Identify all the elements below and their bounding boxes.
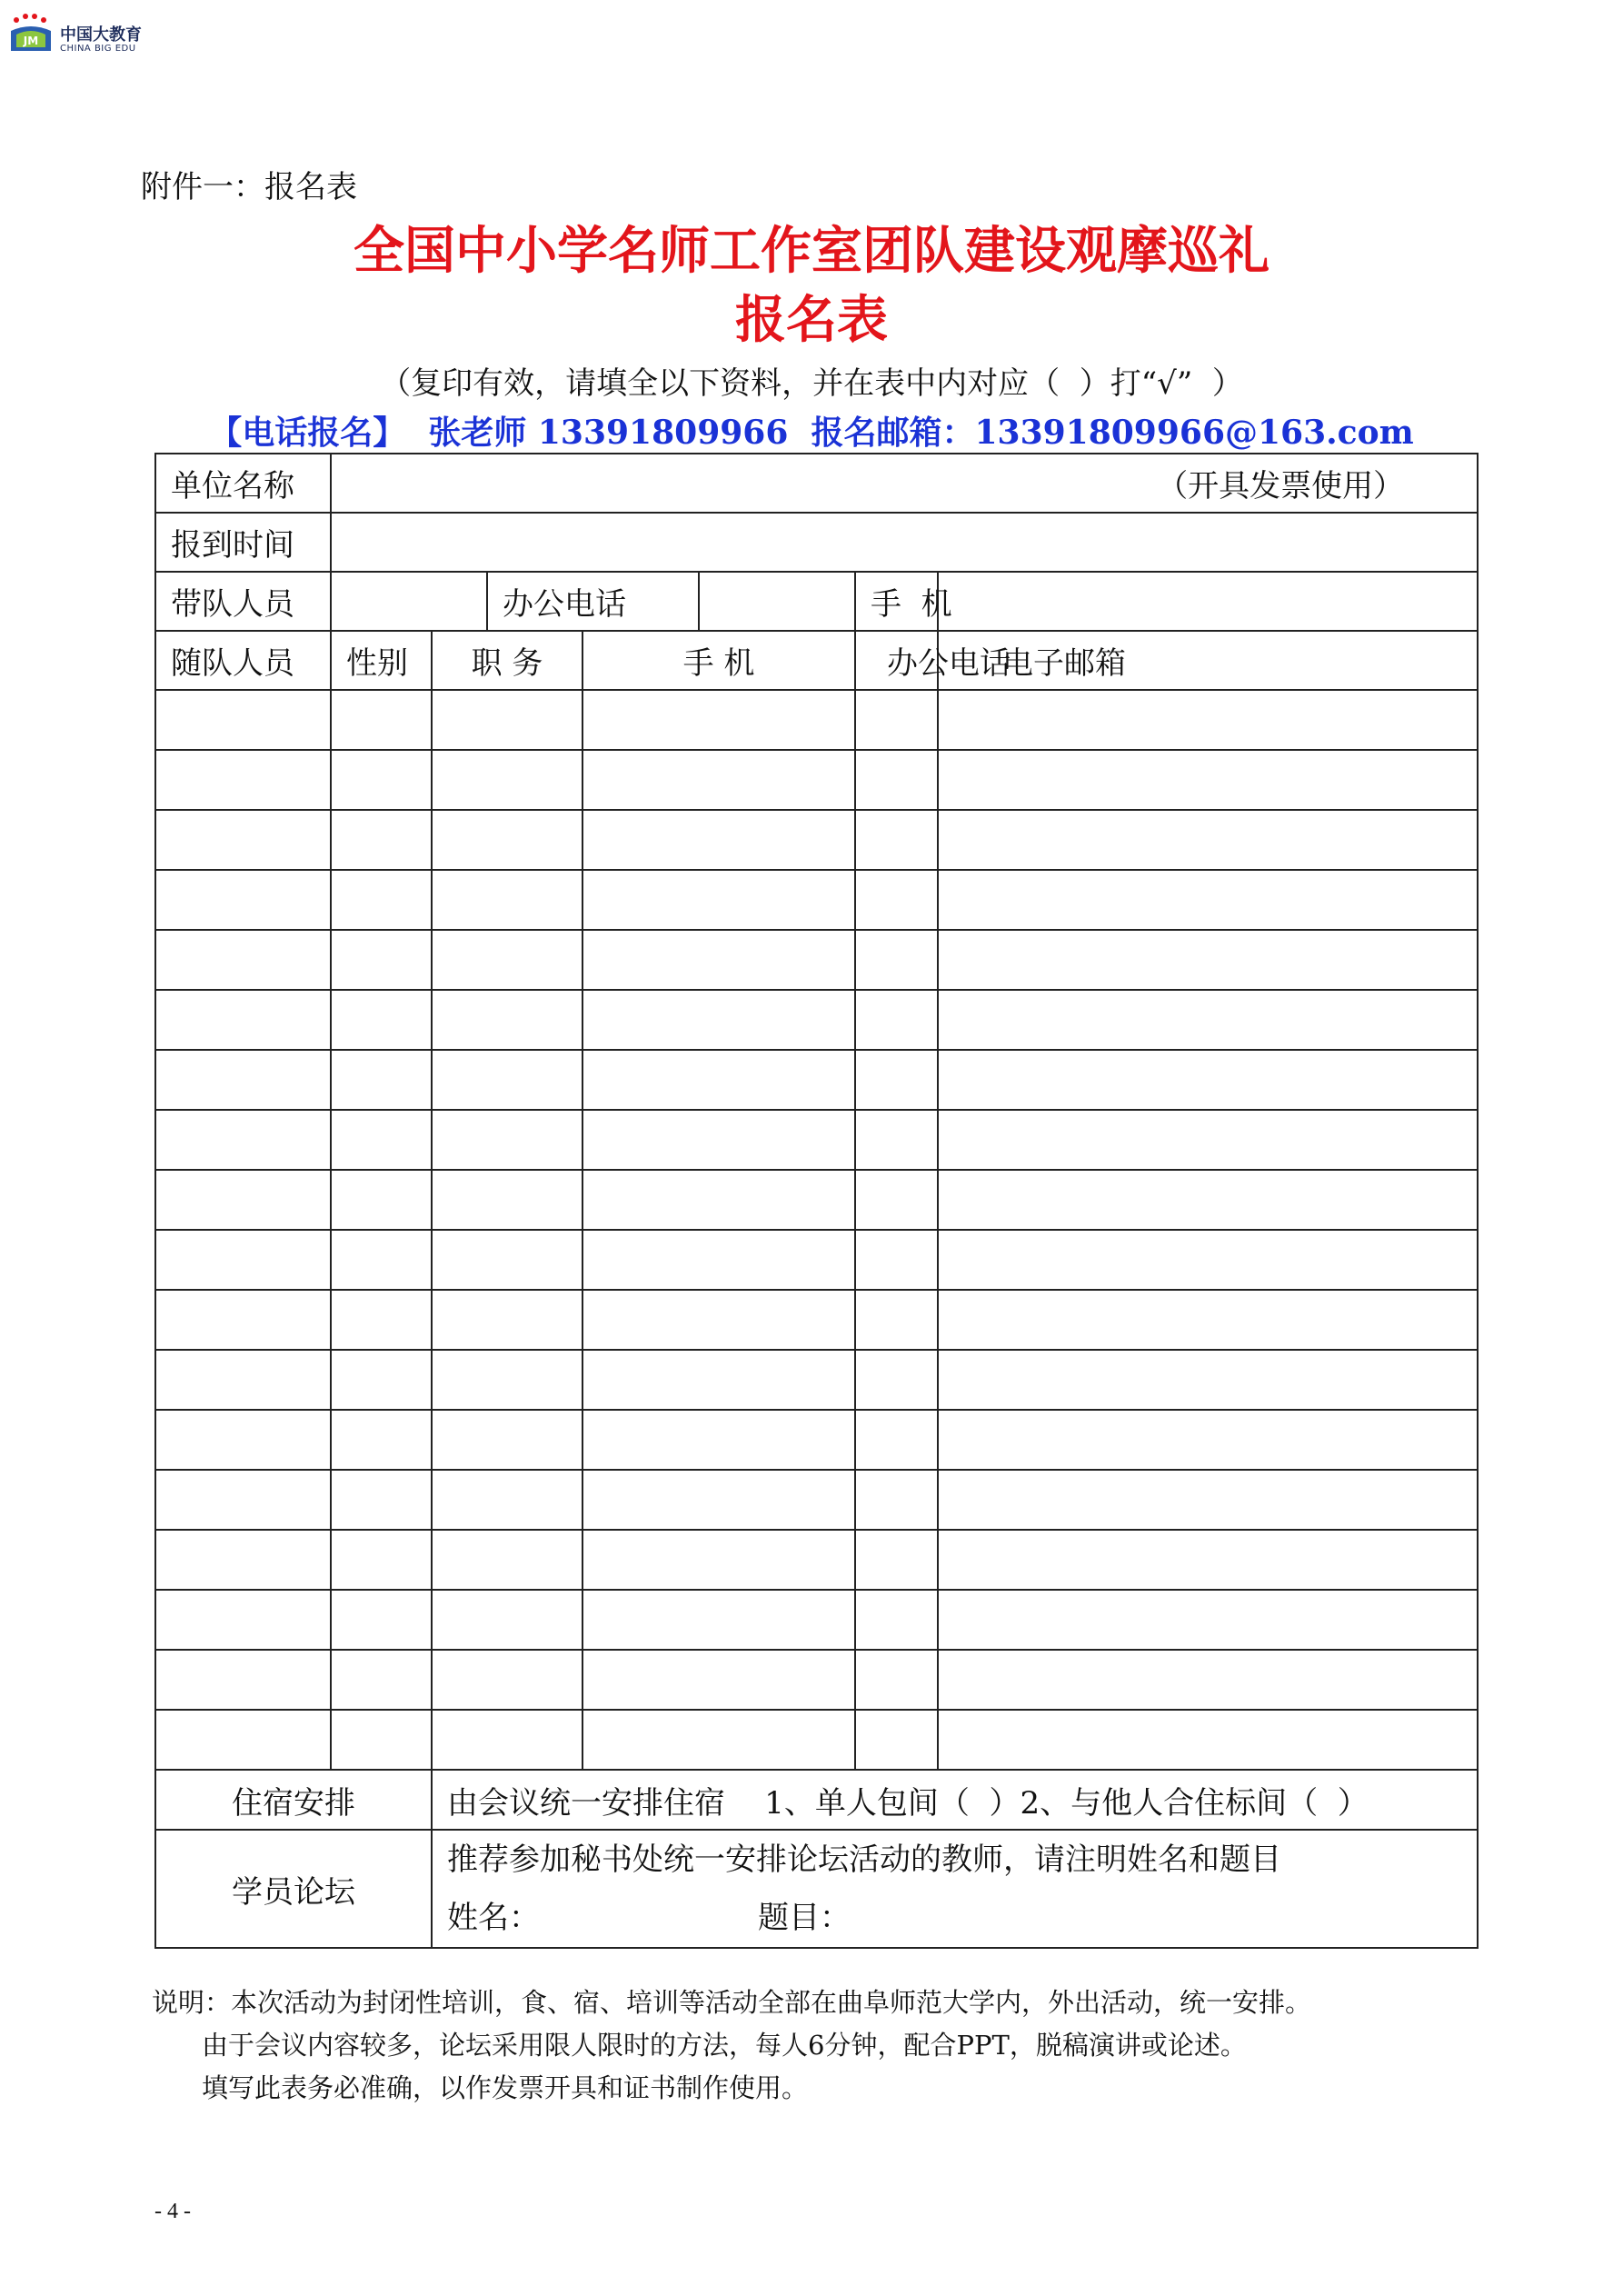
forum-name-topic [447, 1889, 1477, 1947]
table-row [155, 1470, 1478, 1530]
table-cell[interactable] [855, 870, 938, 930]
mobile-header: 手 机 [582, 631, 855, 690]
forum-instructions: 推荐参加秘书处统一安排论坛活动的教师，请注明姓名和题目 [447, 1842, 1281, 1878]
table-cell[interactable] [582, 1590, 855, 1650]
table-row [155, 1230, 1478, 1290]
logo-subname: CHINA BIG EDU [60, 44, 136, 54]
lodging-options[interactable]: 由会议统一安排住宿 1、单人包间（ ）2、与他人合住标间（ ） [432, 1770, 1478, 1830]
table-cell[interactable] [938, 1050, 1478, 1110]
table-cell[interactable] [938, 1530, 1478, 1590]
table-cell[interactable] [155, 870, 331, 930]
email-header: 电子邮箱 [938, 631, 1478, 690]
table-cell[interactable] [155, 1710, 331, 1770]
table-cell[interactable] [331, 750, 432, 810]
table-cell[interactable] [855, 1590, 938, 1650]
table-cell[interactable] [938, 1470, 1478, 1530]
table-row [155, 870, 1478, 930]
table-cell[interactable] [938, 990, 1478, 1050]
table-cell[interactable] [582, 1710, 855, 1770]
unit-field[interactable] [331, 454, 1478, 513]
table-cell[interactable] [855, 1410, 938, 1470]
table-cell[interactable] [432, 1650, 582, 1710]
table-cell[interactable] [331, 1470, 432, 1530]
table-cell[interactable] [331, 1050, 432, 1110]
table-cell[interactable] [582, 750, 855, 810]
table-cell[interactable] [855, 1350, 938, 1410]
table-cell[interactable] [582, 1230, 855, 1290]
table-cell[interactable] [582, 1410, 855, 1470]
table-cell[interactable] [582, 990, 855, 1050]
table-row [155, 990, 1478, 1050]
notes [152, 1982, 1312, 2110]
lodging-row [155, 1770, 1478, 1830]
leader-row [155, 572, 1478, 631]
table-cell[interactable] [938, 1590, 1478, 1650]
table-cell[interactable] [331, 870, 432, 930]
table-cell[interactable] [155, 750, 331, 810]
table-cell[interactable] [432, 750, 582, 810]
table-row [155, 1110, 1478, 1170]
table-cell[interactable] [432, 1170, 582, 1230]
table-cell[interactable] [938, 810, 1478, 870]
table-row [155, 690, 1478, 750]
table-cell[interactable] [582, 1290, 855, 1350]
table-cell[interactable] [582, 1470, 855, 1530]
forum-label: 学员论坛 [155, 1830, 432, 1948]
table-cell[interactable] [331, 1290, 432, 1350]
instructions: （复印有效，请填全以下资料，并在表中内对应（ ）打“√” ） [380, 365, 1243, 402]
table-cell[interactable] [582, 1050, 855, 1110]
forum-row [155, 1830, 1478, 1948]
table-cell[interactable] [331, 1170, 432, 1230]
table-cell[interactable] [432, 1710, 582, 1770]
table-cell[interactable] [331, 810, 432, 870]
table-cell[interactable] [938, 1710, 1478, 1770]
table-cell[interactable] [582, 1350, 855, 1410]
table-cell[interactable] [938, 1650, 1478, 1710]
attachment-label: 附件一：报名表 [141, 169, 357, 205]
table-cell[interactable] [432, 690, 582, 750]
table-cell[interactable] [155, 1650, 331, 1710]
table-cell[interactable] [432, 1410, 582, 1470]
table-cell[interactable] [155, 810, 331, 870]
table-cell[interactable] [155, 1230, 331, 1290]
table-cell[interactable] [582, 1110, 855, 1170]
table-cell[interactable] [855, 810, 938, 870]
table-row [155, 750, 1478, 810]
table-cell[interactable] [155, 1350, 331, 1410]
table-cell[interactable] [331, 1230, 432, 1290]
table-cell[interactable] [582, 1530, 855, 1590]
registration-form [154, 453, 1479, 1949]
table-cell[interactable] [855, 1470, 938, 1530]
table-cell[interactable] [855, 750, 938, 810]
table-cell[interactable] [938, 1110, 1478, 1170]
table-cell[interactable] [938, 1290, 1478, 1350]
unit-label: 单位名称 [155, 454, 331, 513]
unit-row [155, 454, 1478, 513]
position-header: 职 务 [432, 631, 582, 690]
members-header-row [155, 631, 1478, 690]
svg-text:JM: JM [23, 35, 39, 47]
table-cell[interactable] [155, 1110, 331, 1170]
logo-emblem-icon [7, 13, 55, 55]
table-cell[interactable] [155, 1050, 331, 1110]
table-cell[interactable] [331, 690, 432, 750]
forum-topic-label: 题目： [758, 1900, 851, 1936]
table-cell[interactable] [855, 930, 938, 990]
table-cell[interactable] [938, 690, 1478, 750]
arrival-label: 报到时间 [155, 513, 331, 572]
forum-name-label: 姓名： [447, 1900, 540, 1936]
table-cell[interactable] [155, 1530, 331, 1590]
table-cell[interactable] [432, 810, 582, 870]
table-cell[interactable] [938, 1410, 1478, 1470]
contact-info: 【电话报名】 张老师 13391809966 报名邮箱：13391809966@163.com [209, 414, 1414, 452]
table-cell[interactable] [938, 930, 1478, 990]
table-row [155, 1530, 1478, 1590]
table-row [155, 930, 1478, 990]
table-row [155, 1170, 1478, 1230]
table-cell[interactable] [582, 690, 855, 750]
table-row [155, 1410, 1478, 1470]
table-cell[interactable] [855, 1290, 938, 1350]
table-cell[interactable] [855, 1230, 938, 1290]
arrival-row [155, 513, 1478, 572]
table-cell[interactable] [855, 1170, 938, 1230]
table-cell[interactable] [855, 1530, 938, 1590]
gender-header: 性别 [331, 631, 432, 690]
table-cell[interactable] [855, 690, 938, 750]
leader-label: 带队人员 [155, 572, 331, 631]
table-cell[interactable] [855, 1710, 938, 1770]
table-cell[interactable] [432, 1470, 582, 1530]
table-cell[interactable] [582, 1650, 855, 1710]
table-cell[interactable] [432, 1110, 582, 1170]
table-cell[interactable] [582, 870, 855, 930]
note-line: 填写此表务必准确，以作发票开具和证书制作使用。 [202, 2072, 809, 2103]
table-cell[interactable] [855, 1650, 938, 1710]
table-cell[interactable] [582, 810, 855, 870]
logo-name: 中国大教育 [60, 25, 142, 45]
note-line: 说明：本次活动为封闭性培训，食、宿、培训等活动全部在曲阜师范大学内，外出活动，统一安排。 [152, 1987, 1312, 2018]
table-row [155, 1650, 1478, 1710]
logo [7, 13, 153, 58]
table-cell[interactable] [432, 1230, 582, 1290]
page-number: - 4 - [154, 2200, 191, 2223]
table-row [155, 1050, 1478, 1110]
table-cell[interactable] [155, 1290, 331, 1350]
members-header: 随队人员 [155, 631, 331, 690]
leader-mobile-field[interactable] [938, 572, 1478, 631]
table-cell[interactable] [331, 990, 432, 1050]
note-line: 由于会议内容较多，论坛采用限人限时的方法，每人6分钟，配合PPT，脱稿演讲或论述。 [202, 2030, 1247, 2061]
table-cell[interactable] [331, 930, 432, 990]
table-row [155, 1710, 1478, 1770]
table-cell[interactable] [938, 1170, 1478, 1230]
table-cell[interactable] [855, 990, 938, 1050]
table-cell[interactable] [155, 1170, 331, 1230]
table-cell[interactable] [582, 930, 855, 990]
table-cell[interactable] [331, 1530, 432, 1590]
table-cell[interactable] [432, 1050, 582, 1110]
table-cell[interactable] [331, 1590, 432, 1650]
table-row [155, 1350, 1478, 1410]
table-cell[interactable] [432, 1590, 582, 1650]
table-row [155, 810, 1478, 870]
table-cell[interactable] [331, 1410, 432, 1470]
table-cell[interactable] [331, 1710, 432, 1770]
page-subtitle-title: 报名表 [735, 290, 888, 350]
table-cell[interactable] [432, 930, 582, 990]
leader-mobile-label: 手 机 [855, 572, 938, 631]
table-row [155, 1590, 1478, 1650]
table-cell[interactable] [155, 1470, 331, 1530]
table-cell[interactable] [155, 930, 331, 990]
forum-field[interactable] [432, 1830, 1478, 1948]
table-cell[interactable] [331, 1110, 432, 1170]
table-cell[interactable] [155, 690, 331, 750]
table-cell[interactable] [938, 1350, 1478, 1410]
table-cell[interactable] [331, 1650, 432, 1710]
table-row [155, 1290, 1478, 1350]
table-cell[interactable] [855, 1050, 938, 1110]
page-title: 全国中小学名师工作室团队建设观摩巡礼 [353, 221, 1270, 281]
office-phone-header: 办公电话 [855, 631, 938, 690]
lodging-label: 住宿安排 [155, 1770, 432, 1830]
table-cell[interactable] [938, 1230, 1478, 1290]
leader-field[interactable] [331, 572, 487, 631]
table-cell[interactable] [855, 1110, 938, 1170]
table-cell[interactable] [582, 1170, 855, 1230]
table-cell[interactable] [155, 1590, 331, 1650]
table-cell[interactable] [155, 990, 331, 1050]
table-cell[interactable] [938, 870, 1478, 930]
table-cell[interactable] [938, 750, 1478, 810]
table-cell[interactable] [331, 1350, 432, 1410]
arrival-field[interactable] [331, 513, 1478, 572]
leader-office-phone-label: 办公电话 [487, 572, 699, 631]
table-cell[interactable] [155, 1410, 331, 1470]
table-cell[interactable] [432, 1290, 582, 1350]
table-cell[interactable] [432, 1530, 582, 1590]
invoice-note: （开具发票使用） [1157, 468, 1405, 504]
leader-office-phone-field[interactable] [699, 572, 855, 631]
table-cell[interactable] [432, 1350, 582, 1410]
table-cell[interactable] [432, 990, 582, 1050]
table-cell[interactable] [432, 870, 582, 930]
member-rows [155, 690, 1478, 1770]
